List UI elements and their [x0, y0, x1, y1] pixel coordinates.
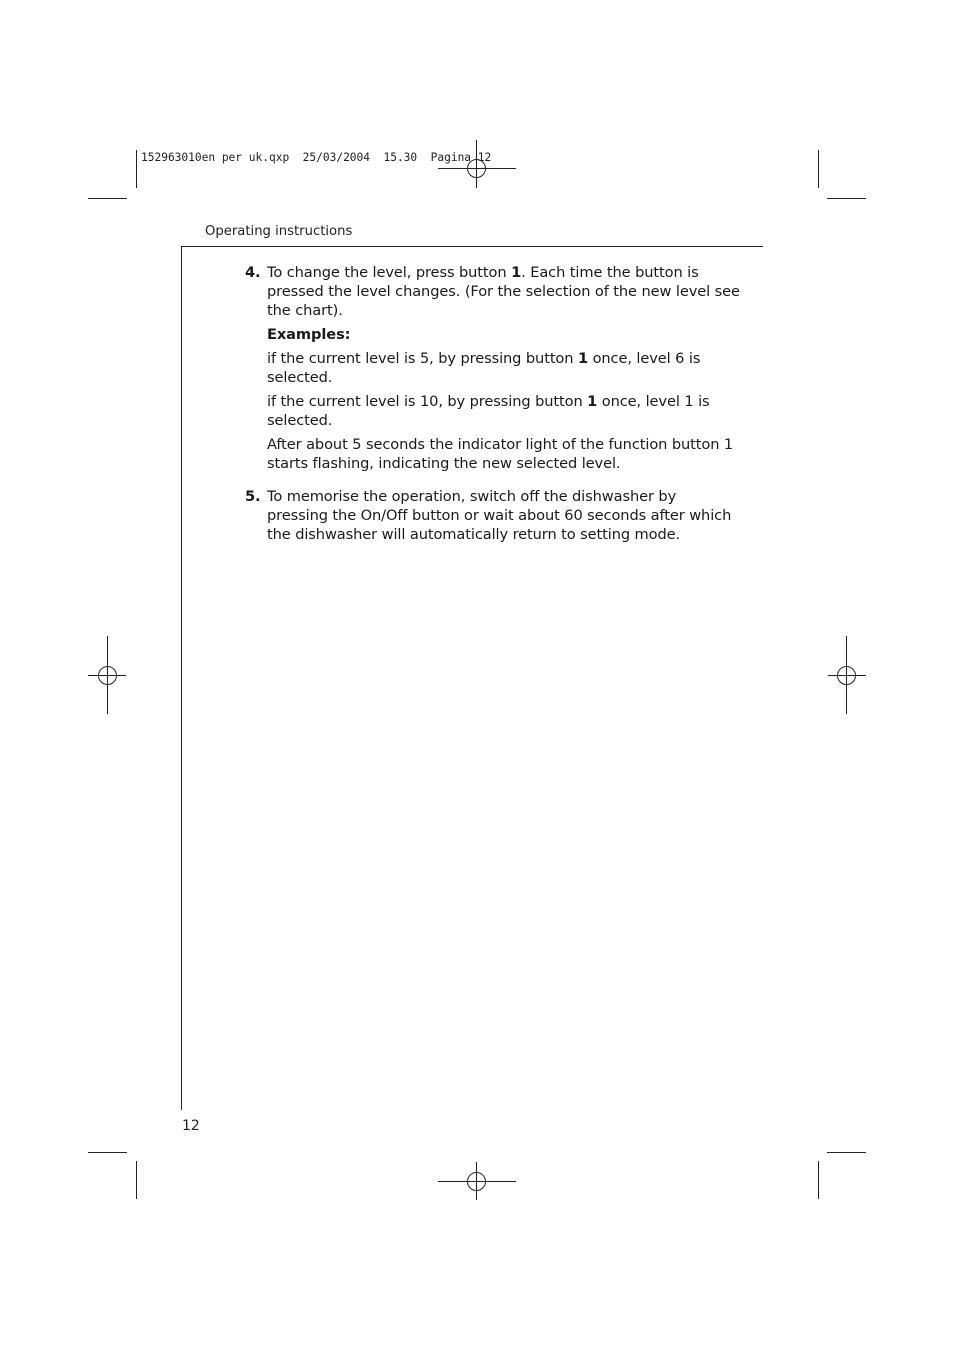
step-number: 4. [245, 264, 261, 281]
section-title: Operating instructions [205, 224, 353, 239]
registration-mark-circle [98, 666, 117, 685]
registration-mark-circle [467, 1172, 486, 1191]
crop-mark-line [136, 150, 137, 188]
registration-mark-circle [837, 666, 856, 685]
crop-mark-line [827, 198, 866, 199]
margin-rule [181, 246, 182, 1110]
crop-mark-line [827, 1152, 866, 1153]
crop-mark-line [818, 150, 819, 188]
example-note: After about 5 seconds the indicator light of the function button 1 starts flashing, indicating the new selected level. [267, 436, 734, 472]
example-item: if the current level is 10, by pressing button 1 once, level 1 is selected. [267, 393, 710, 429]
step-number: 5. [245, 488, 261, 505]
step-text: To change the level, press button 1. Each time the button is pressed the level changes. (For the selection of the new level see the chart). [267, 264, 740, 319]
button-reference: 1 [587, 393, 598, 410]
crop-mark-line [88, 1152, 127, 1153]
header-rule [181, 246, 763, 247]
button-reference: 1 [577, 350, 589, 367]
crop-mark-line [88, 198, 127, 199]
crop-mark-line [818, 1161, 819, 1199]
page-number: 12 [182, 1118, 200, 1134]
button-reference: 1 [511, 264, 522, 281]
step-text: To memorise the operation, switch off the dishwasher by pressing the On/Off button or wait about 60 seconds after which the dishwasher will automatically return to setting mode. [267, 488, 732, 543]
file-slug: 152963010en per uk.qxp 25/03/2004 15.30 Pagina 12 [141, 151, 492, 164]
crop-mark-line [136, 1161, 137, 1199]
example-item: if the current level is 5, by pressing button 1 once, level 6 is selected. [267, 350, 701, 386]
step-5 [245, 487, 740, 544]
step-4 [245, 263, 750, 320]
examples-heading: Examples: [267, 326, 351, 343]
